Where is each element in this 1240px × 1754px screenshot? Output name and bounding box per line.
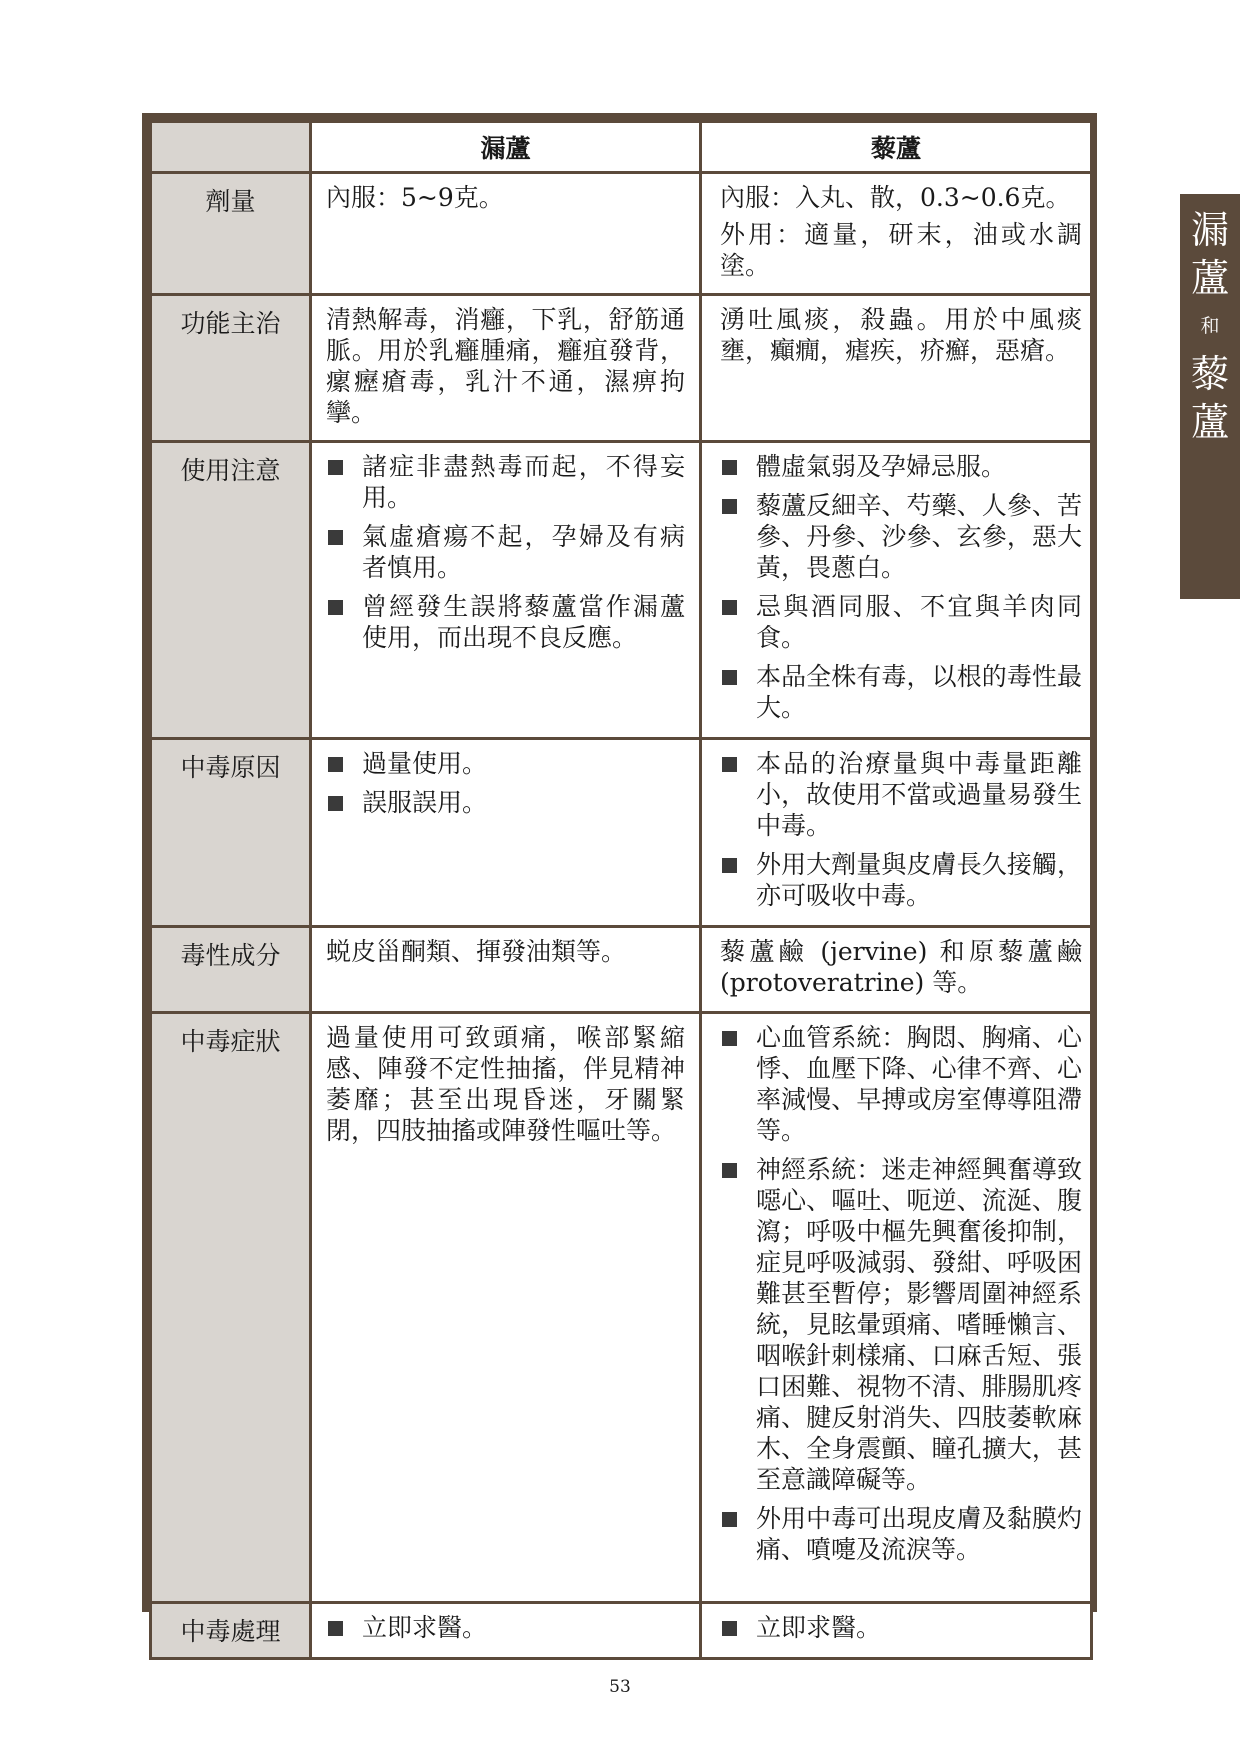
list-item: [326, 451, 685, 513]
square-bullet-icon: [328, 530, 343, 545]
list-item-text: 外用大劑量與皮膚長久接觸，亦可吸收中毒。: [756, 850, 1082, 910]
cell-text: 內服：入丸、散，0.3~0.6克。: [720, 183, 1071, 212]
row-cell-li-lu: [701, 1603, 1092, 1659]
square-bullet-icon: [722, 757, 737, 772]
table-row: [151, 927, 1092, 1013]
row-cell-li-lu: [701, 1013, 1092, 1603]
cell-text: 外用：適量，研末，油或水調塗。: [720, 220, 1082, 280]
header-blank-cell: [151, 122, 311, 173]
page-number: 53: [609, 1677, 631, 1697]
list-item-text: 忌與酒同服、不宜與羊肉同食。: [756, 592, 1082, 652]
cell-text: 藜蘆鹼 (jervine) 和原藜蘆鹼 (protoveratrine) 等。: [720, 937, 1082, 997]
list-item: [326, 787, 685, 818]
table-row: [151, 442, 1092, 739]
list-item: [720, 748, 1082, 841]
list-item: [720, 490, 1082, 583]
list-item: [720, 849, 1082, 911]
cell-text: 湧吐風痰，殺蟲。用於中風痰壅，癲癇，瘧疾，疥癬，惡瘡。: [720, 305, 1082, 365]
list-item: [326, 748, 685, 779]
list-item-text: 過量使用。: [362, 749, 488, 778]
list-item-text: 外用中毒可出現皮膚及黏膜灼痛、噴嚏及流淚等。: [756, 1504, 1082, 1564]
row-label: 使用注意: [151, 442, 311, 739]
row-cell-li-lu: [701, 442, 1092, 739]
square-bullet-icon: [328, 796, 343, 811]
square-bullet-icon: [722, 600, 737, 615]
square-bullet-icon: [328, 1621, 343, 1636]
row-cell-li-lu: [701, 295, 1092, 442]
side-tab-char-3: 藜: [1190, 352, 1229, 396]
bullet-list: [720, 748, 1082, 911]
row-label: 中毒症狀: [151, 1013, 311, 1603]
bullet-list: [720, 1612, 1082, 1643]
list-item-text: 立即求醫。: [362, 1613, 488, 1642]
row-cell-li-lu: [701, 173, 1092, 295]
row-cell-li-lu: [701, 927, 1092, 1013]
table-header-row: [151, 122, 1092, 173]
row-label: 功能主治: [151, 295, 311, 442]
square-bullet-icon: [722, 858, 737, 873]
side-tab-char-4: 蘆: [1190, 400, 1229, 444]
square-bullet-icon: [722, 499, 737, 514]
cell-text: 過量使用可致頭痛，喉部緊縮感、陣發不定性抽搐，伴見精神萎靡；甚至出現昏迷，牙關緊閉，四肢抽搐或陣發性嘔吐等。: [326, 1023, 685, 1145]
row-cell-lou-lu: [311, 927, 701, 1013]
row-cell-lou-lu: [311, 295, 701, 442]
square-bullet-icon: [328, 600, 343, 615]
comparison-table: [149, 120, 1093, 1660]
square-bullet-icon: [328, 757, 343, 772]
square-bullet-icon: [328, 460, 343, 475]
row-cell-lou-lu: [311, 442, 701, 739]
list-item-text: 本品的治療量與中毒量距離小，故使用不當或過量易發生中毒。: [756, 749, 1082, 840]
list-item: [720, 1022, 1082, 1146]
list-item-text: 曾經發生誤將藜蘆當作漏蘆使用，而出現不良反應。: [362, 592, 685, 652]
list-item: [720, 451, 1082, 482]
row-label: 中毒處理: [151, 1603, 311, 1659]
square-bullet-icon: [722, 1031, 737, 1046]
row-cell-lou-lu: [311, 1013, 701, 1603]
list-item-text: 藜蘆反細辛、芍藥、人參、苦參、丹參、沙參、玄參，惡大黃，畏蔥白。: [756, 491, 1082, 582]
list-item: [326, 521, 685, 583]
row-label: 毒性成分: [151, 927, 311, 1013]
list-item: [720, 661, 1082, 723]
side-tab-char-1: 漏: [1190, 208, 1229, 252]
side-tab-char-2: 蘆: [1190, 256, 1229, 300]
list-item: [720, 1503, 1082, 1565]
list-item-text: 氣虛瘡瘍不起，孕婦及有病者慎用。: [362, 522, 685, 582]
list-item-text: 心血管系統：胸悶、胸痛、心悸、血壓下降、心律不齊、心率減慢、早搏或房室傳導阻滯等。: [756, 1023, 1082, 1145]
square-bullet-icon: [722, 1512, 737, 1527]
list-item: [720, 1612, 1082, 1643]
row-cell-lou-lu: [311, 739, 701, 927]
square-bullet-icon: [722, 1621, 737, 1636]
list-item-text: 本品全株有毒，以根的毒性最大。: [756, 662, 1082, 722]
list-item: [720, 591, 1082, 653]
comparison-table-frame: [142, 113, 1097, 1646]
row-cell-lou-lu: [311, 173, 701, 295]
cell-text: 內服：5~9克。: [326, 183, 504, 212]
header-li-lu: 藜蘆: [701, 122, 1092, 173]
list-item: [720, 1154, 1082, 1495]
row-cell-lou-lu: [311, 1603, 701, 1659]
table-row: [151, 1013, 1092, 1603]
bullet-list: [326, 451, 685, 653]
list-item: [326, 1612, 685, 1643]
list-item-text: 諸症非盡熱毒而起，不得妄用。: [362, 452, 685, 512]
square-bullet-icon: [722, 1163, 737, 1178]
bullet-list: [720, 451, 1082, 723]
row-cell-li-lu: [701, 739, 1092, 927]
square-bullet-icon: [722, 670, 737, 685]
table-row: [151, 173, 1092, 295]
bullet-list: [326, 748, 685, 818]
row-label: 劑量: [151, 173, 311, 295]
header-lou-lu: 漏蘆: [311, 122, 701, 173]
table-row: [151, 739, 1092, 927]
side-tab-conjunction: 和: [1200, 315, 1220, 337]
list-item-text: 誤服誤用。: [362, 788, 488, 817]
list-item-text: 神經系統：迷走神經興奮導致噁心、嘔吐、呃逆、流涎、腹瀉；呼吸中樞先興奮後抑制，症見呼吸減弱、發紺、呼吸困難甚至暫停；影響周圍神經系統，見眩暈頭痛、嗜睡懶言、咽喉針刺樣痛、口麻舌短、張口困難、視物不清、腓腸肌疼痛、腱反射消失、四肢萎軟麻木、全身震顫、瞳孔擴大，甚至意識障礙等。: [756, 1155, 1082, 1494]
table-row: [151, 1603, 1092, 1659]
list-item-text: 立即求醫。: [756, 1613, 882, 1642]
row-label: 中毒原因: [151, 739, 311, 927]
list-item: [326, 591, 685, 653]
bullet-list: [326, 1612, 685, 1643]
side-chapter-tab: [1180, 194, 1240, 599]
bullet-list: [720, 1022, 1082, 1565]
cell-text: 清熱解毒，消癰，下乳，舒筋通脈。用於乳癰腫痛，癰疽發背，瘰癧瘡毒，乳汁不通，濕痹拘攣。: [326, 305, 685, 427]
list-item-text: 體虛氣弱及孕婦忌服。: [756, 452, 1007, 481]
table-row: [151, 295, 1092, 442]
square-bullet-icon: [722, 460, 737, 475]
cell-text: 蜕皮甾酮類、揮發油類等。: [326, 937, 627, 966]
